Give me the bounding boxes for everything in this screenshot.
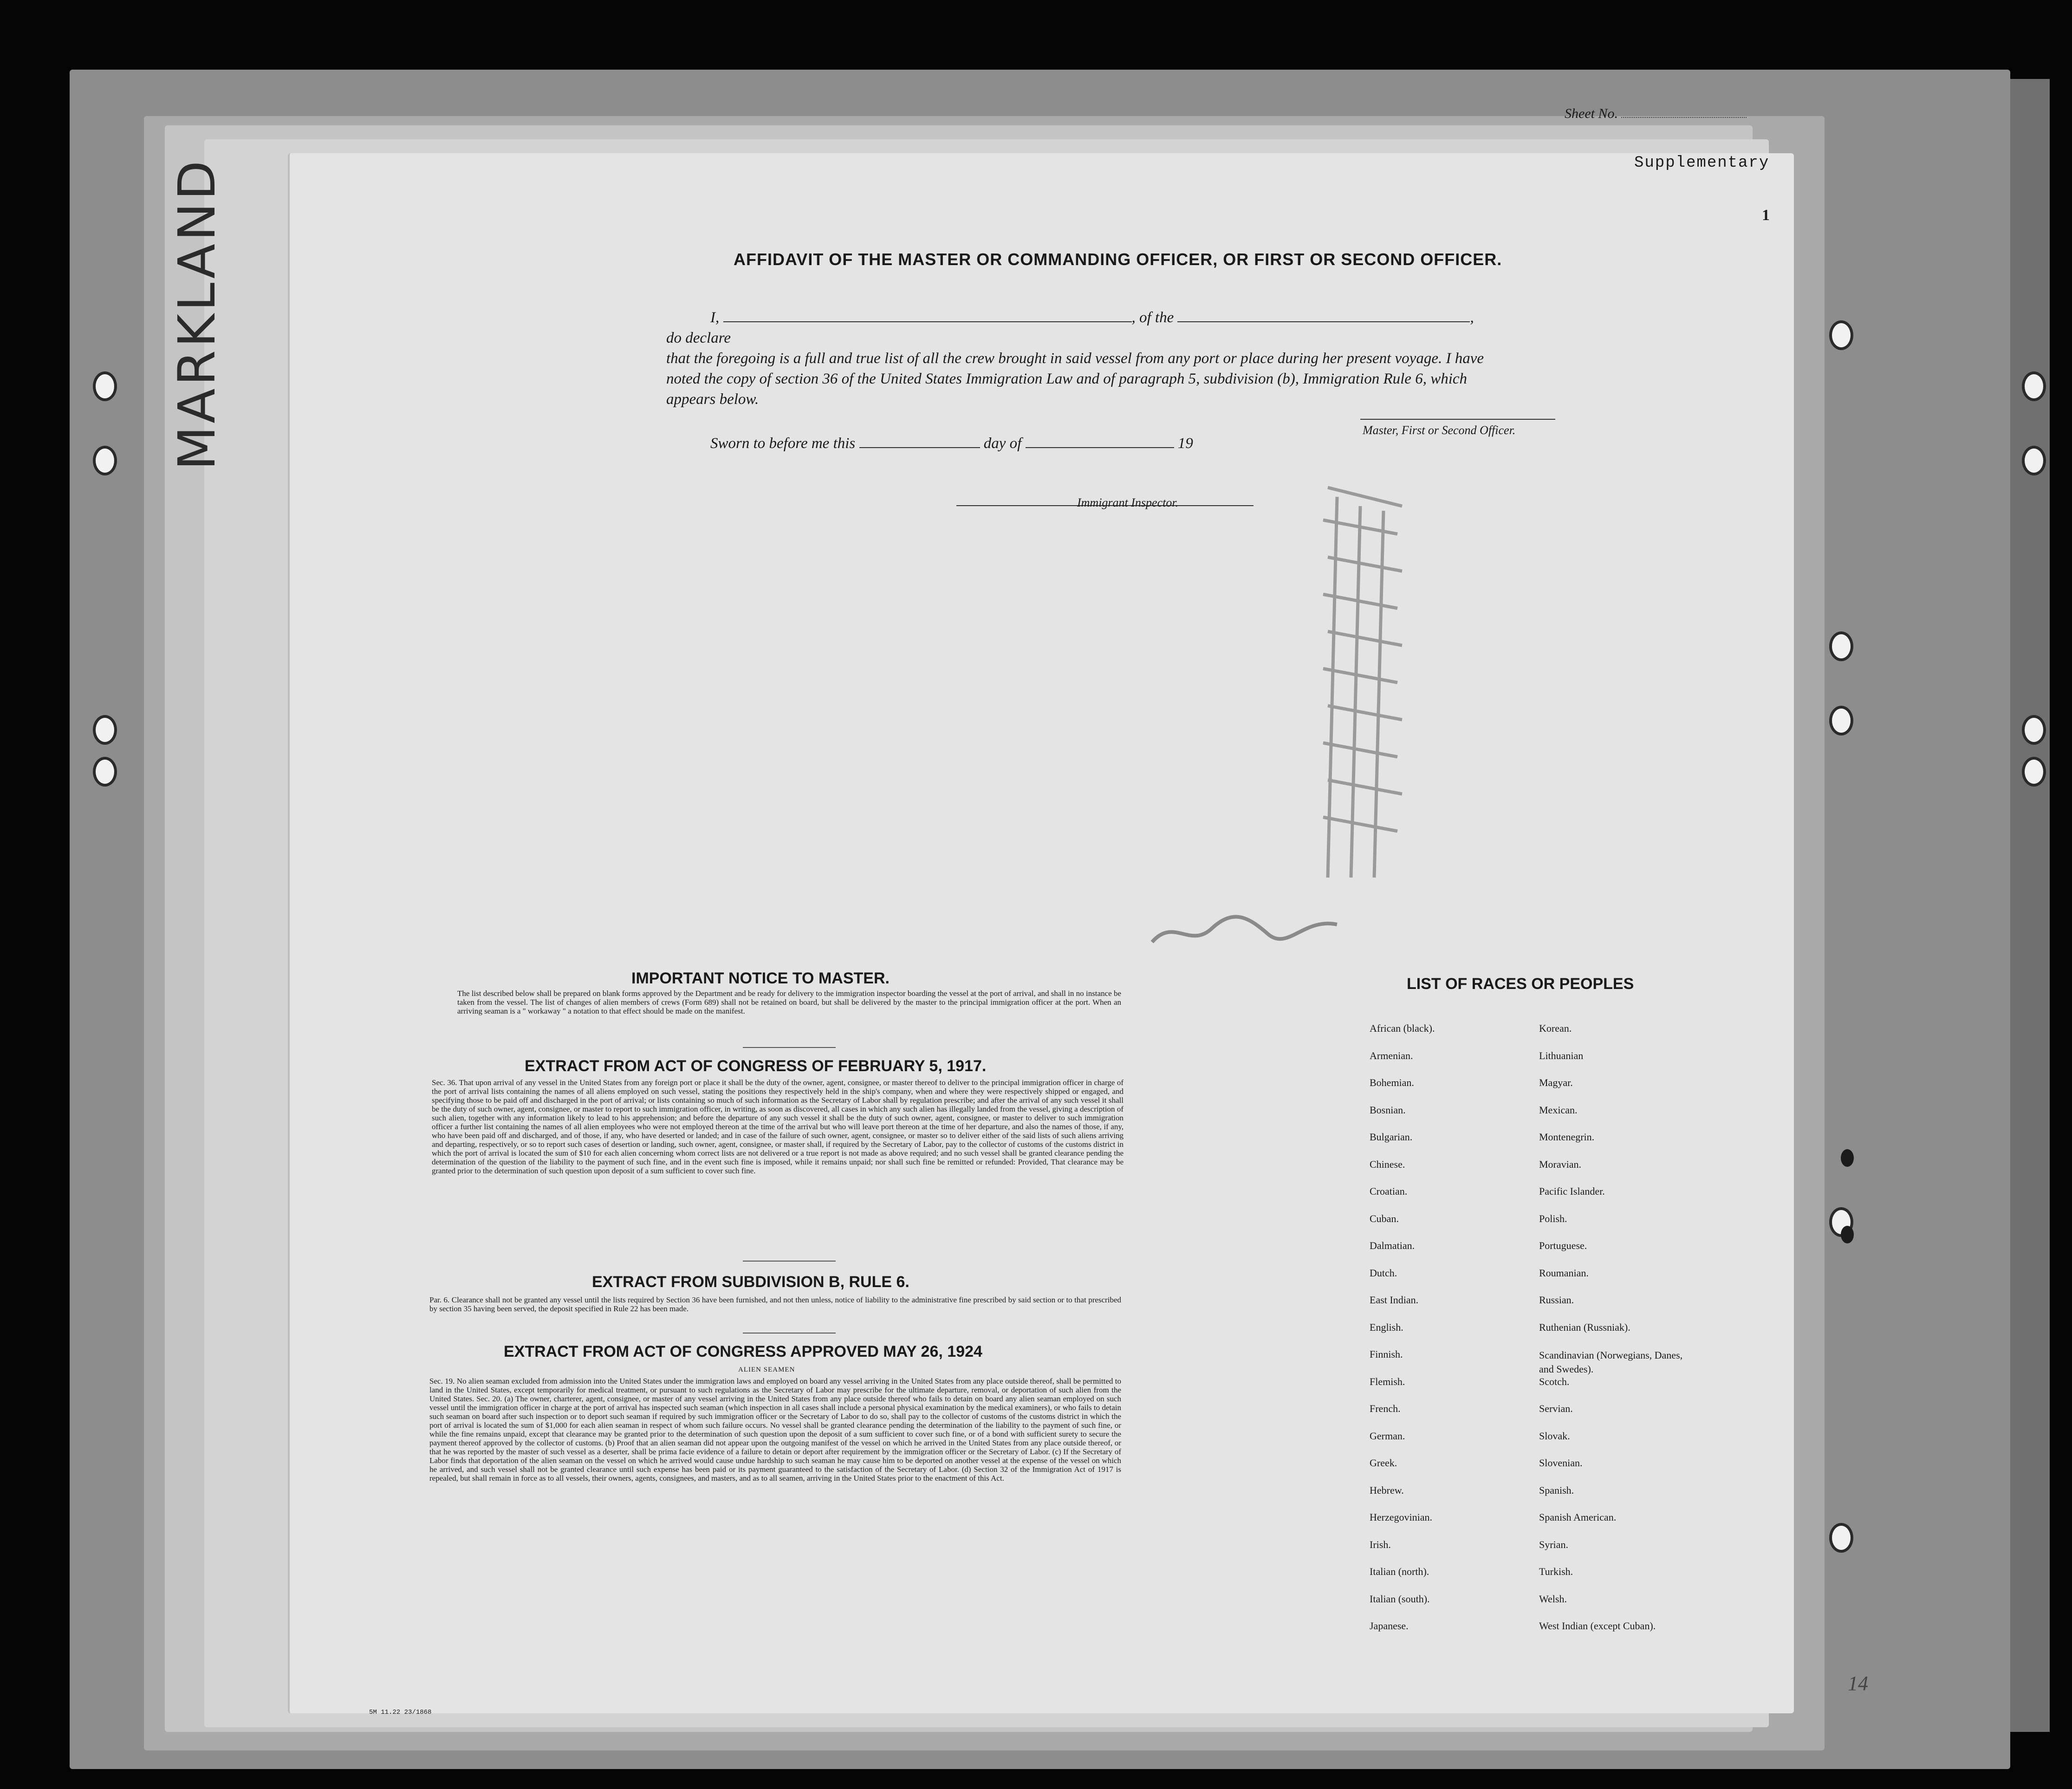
notice-title: IMPORTANT NOTICE TO MASTER. <box>631 969 890 987</box>
race-item: Hebrew. <box>1370 1484 1404 1496</box>
notice-body: The list described below shall be prepared on blank forms approved by the Department and be ready for delivery to the immigration inspector boarding the vessel at the port of arrival, and shall in no instance be taken from the vessel. The list of changes of alien members of crews (Form 689) shall not be retained on board, but shall be delivered by the master to the principal immigration officer at the port. When an arriving seaman is a " workaway " a notation to that effect should be made on the manifest. <box>457 989 1121 1015</box>
sheet-number-label: Sheet No. <box>1565 106 1618 121</box>
race-item: Turkish. <box>1539 1566 1573 1577</box>
race-item: Lithuanian <box>1539 1049 1584 1061</box>
race-item: Pacific Islander. <box>1539 1185 1605 1197</box>
sworn-line <box>710 434 1193 452</box>
of-the-label: , of the <box>1131 309 1174 326</box>
race-item: Armenian. <box>1370 1049 1413 1061</box>
race-item: Croatian. <box>1370 1185 1408 1197</box>
race-item: Cuban. <box>1370 1212 1399 1224</box>
extract-1924-title: EXTRACT FROM ACT OF CONGRESS APPROVED MAY 26, 1924 <box>504 1343 982 1360</box>
race-item: Montenegrin. <box>1539 1131 1595 1143</box>
punch-hole <box>1841 1226 1854 1243</box>
race-item: Roumanian. <box>1539 1267 1589 1279</box>
binder-hole <box>93 757 117 787</box>
race-item: Ruthenian (Russniak). <box>1539 1321 1630 1333</box>
binder-hole <box>1829 1523 1853 1553</box>
extract-1917-body: Sec. 36. That upon arrival of any vessel in the United States from any foreign port or place it shall be the duty of the owner, agent, consignee, or master thereof to deliver to the principal immigration officer in charge of the port of arrival lists containing the names of all aliens employed on such vessel, stating the positions they respectively held in the ship's company, when and where they were respectively shipped or engaged, and specifying those to be paid off and discharged in the port of arrival; or lists containing so much of such information as the Secretary of Labor shall by regulation prescribe; and after the arrival of any such vessel it shall be the duty of such owner, agent, consignee, or master to report to such immigration officer, in writing, as soon as discovered, all cases in which any such alien has illegally landed from the vessel, giving a description of such alien, together with any information likely to lead to his apprehension; and before the departure of any such vessel it shall be the duty of such owner, agent, consignee, or master to deliver to such immigration officer a further list containing the names of all alien employees who were not employed thereon at the time of the arrival but who will leave port thereon at the time of her departure, and also the names of those, if any, who have been paid off and discharged, and of those, if any, who have deserted or landed; and in case of the failure of such owner, agent, consignee, or master so to deliver either of the said lists of such aliens arriving and departing, respectively, or so to report such cases of desertion or landing, such owner, agent, consignee, or master shall, if required by the Secretary of Labor, pay to the collector of customs of the customs district in which the port of arrival is located the sum of $10 for each alien concerning whom correct lists are not delivered or a true report is not made as above required; and no such vessel shall be granted clearance pending the determination of the question of the liability to the payment of such fine, and in the event such fine is imposed, while it remains unpaid; nor shall such fine be remitted or refunded: Provided, That clearance may be granted prior to the determination of such question upon deposit of a sum sufficient to cover such fine. <box>432 1078 1124 1175</box>
punch-hole <box>1841 1149 1854 1167</box>
races-left-column <box>1370 1022 1435 1647</box>
race-item: Korean. <box>1539 1022 1572 1034</box>
race-item: West Indian (except Cuban). <box>1539 1620 1656 1632</box>
day-blank <box>859 434 980 448</box>
race-item: Polish. <box>1539 1212 1567 1224</box>
year-prefix: 19 <box>1177 435 1193 452</box>
race-item: Dutch. <box>1370 1267 1397 1279</box>
race-item: Scotch. <box>1539 1375 1570 1387</box>
races-right-column <box>1539 1022 1692 1647</box>
race-item: Dalmatian. <box>1370 1240 1415 1251</box>
race-item: English. <box>1370 1321 1403 1333</box>
binder-hole <box>93 371 117 401</box>
race-item: Greek. <box>1370 1457 1397 1469</box>
race-item: East Indian. <box>1370 1294 1419 1306</box>
race-item: Chinese. <box>1370 1158 1405 1170</box>
do-declare-label: , do declare <box>666 309 1474 346</box>
extract-rule6-body: Par. 6. Clearance shall not be granted any vessel until the lists required by Section 36 have been furnished, and not then unless, notice of liability to the administrative fine prescribed by said section or to that prescribed by section 35 having been served, the deposit specified in Rule 22 has been made. <box>429 1295 1121 1313</box>
binder-hole <box>2022 757 2046 787</box>
master-signature-caption: Master, First or Second Officer. <box>1363 423 1516 437</box>
day-of-label: day of <box>983 435 1022 452</box>
race-item: Irish. <box>1370 1538 1391 1550</box>
race-item: Italian (north). <box>1370 1566 1429 1577</box>
corner-mark: 1 <box>1762 207 1770 224</box>
affidavit-title: AFFIDAVIT OF THE MASTER OR COMMANDING OFFICER, OR FIRST OR SECOND OFFICER. <box>734 250 1502 269</box>
races-title: LIST OF RACES OR PEOPLES <box>1407 975 1634 993</box>
binder-hole <box>93 715 117 745</box>
race-item: Japanese. <box>1370 1620 1409 1632</box>
inspector-caption: Immigrant Inspector. <box>1077 496 1179 509</box>
declaration-body: that the foregoing is a full and true list of all the crew brought in said vessel from any port or place during her present voyage. I have noted the copy of section 36 of the United States Immigration Law and of paragraph 5, subdivision (b), Immigration Rule 6, which appears below. <box>666 350 1484 408</box>
race-item: Russian. <box>1539 1294 1574 1306</box>
sheet-number <box>1565 106 1747 122</box>
race-item: Spanish American. <box>1539 1511 1617 1523</box>
race-item: Slovak. <box>1539 1430 1570 1442</box>
race-item: Spanish. <box>1539 1484 1574 1496</box>
race-item: Italian (south). <box>1370 1593 1430 1605</box>
binder-hole <box>1829 631 1853 661</box>
binder-hole <box>2022 715 2046 745</box>
affidavit-declaration <box>666 307 1493 410</box>
race-item: Herzegovinian. <box>1370 1511 1432 1523</box>
i-label: I, <box>710 309 720 326</box>
binder-strip-right <box>2006 79 2050 1732</box>
race-item: Flemish. <box>1370 1375 1405 1387</box>
master-signature-line <box>1360 419 1555 420</box>
bleed-through-marks <box>1309 478 1411 882</box>
declaration-line <box>666 307 1493 348</box>
race-item: Servian. <box>1539 1403 1573 1414</box>
handwritten-ship-name: MARKLAND <box>167 158 227 470</box>
race-item: Moravian. <box>1539 1158 1582 1170</box>
supplementary-stamp: Supplementary <box>1634 154 1770 172</box>
divider <box>743 1047 836 1048</box>
print-code: 5M 11.22 23/1868 <box>369 1709 432 1716</box>
race-item: Syrian. <box>1539 1538 1568 1550</box>
race-item: Welsh. <box>1539 1593 1567 1605</box>
race-item: Bohemian. <box>1370 1077 1414 1088</box>
binder-hole <box>2022 371 2046 401</box>
extract-rule6-title: EXTRACT FROM SUBDIVISION B, RULE 6. <box>592 1273 909 1291</box>
sheet-number-blank <box>1621 117 1747 118</box>
race-item: Bosnian. <box>1370 1104 1406 1116</box>
binder-hole <box>1829 320 1853 350</box>
extract-1924-body: Sec. 19. No alien seaman excluded from admission into the United States under the immigration laws and employed on board any vessel arriving in the United States from any place outside thereof, shall be permitted to land in the United States, except temporarily for medical treatment, or pursuant to such regulations as the Secretary of Labor may prescribe for the ultimate departure, removal, or deportation of such alien from the United States. Sec. 20. (a) The owner, charterer, agent, consignee, or master of any vessel arriving in the United States from any place outside thereof who fails to detain on board any alien seaman employed on such vessel until the immigration officer in charge at the port of arrival has inspected such seaman (which inspection in all cases shall include a personal physical examination by the medical examiners), or who fails to detain such seaman on board after such inspection or to deport such seaman if required by such immigration officer or the Secretary of Labor to do so, shall pay to the collector of customs of the customs district in which the port of arrival is located the sum of $1,000 for each alien seaman in respect of whom such failure occurs. No vessel shall be granted clearance pending the determination of the liability to the payment of such fine, or while the fine remains unpaid, except that clearance may be granted prior to the determination of such question upon the deposit of a sum sufficient to cover such fine, or of a bond with sufficient surety to secure the payment thereof approved by the collector of customs. (b) Proof that an alien seaman did not appear upon the outgoing manifest of the vessel on which he arrived in the United States from any place outside thereof, or that he was reported by the master of such vessel as a deserter, shall be prima facie evidence of a failure to detain or deport after requirement by the immigration officer or the Secretary of Labor. (c) If the Secretary of Labor finds that deportation of the alien seaman on the vessel on which he arrived would cause undue hardship to such seaman he may cause him to be deported on another vessel at the expense of the vessel on which he arrived, and such vessel shall not be granted clearance until such expense has been paid or its payment guaranteed to the satisfaction of the Secretary of Labor. (d) Section 32 of the Immigration Act of 1917 is repealed, but shall remain in force as to all vessels, their owners, agents, consignees, and masters, and as to all seamen, arriving in the United States prior to the enactment of this Act. <box>429 1377 1121 1483</box>
race-item: Portuguese. <box>1539 1240 1587 1251</box>
race-item: Bulgarian. <box>1370 1131 1413 1143</box>
race-item: Finnish. <box>1370 1348 1403 1360</box>
sworn-prefix: Sworn to before me this <box>710 435 856 452</box>
alien-seamen-subtitle: ALIEN SEAMEN <box>738 1366 795 1373</box>
race-item: Mexican. <box>1539 1104 1578 1116</box>
divider <box>743 1261 836 1262</box>
race-item: Magyar. <box>1539 1077 1573 1088</box>
race-item: German. <box>1370 1430 1405 1442</box>
binder-hole <box>93 446 117 475</box>
binder-hole <box>2022 446 2046 475</box>
race-item: Slovenian. <box>1539 1457 1583 1469</box>
month-blank <box>1026 434 1174 448</box>
race-item: African (black). <box>1370 1022 1435 1034</box>
binder-hole <box>1829 706 1853 735</box>
race-item: Scandinavian (Norwegians, Danes, and Swedes). <box>1539 1349 1683 1375</box>
race-item: French. <box>1370 1403 1401 1414</box>
handwritten-page-mark: 14 <box>1848 1672 1868 1695</box>
extract-1917-title: EXTRACT FROM ACT OF CONGRESS OF FEBRUARY 5, 1917. <box>525 1057 987 1075</box>
divider <box>743 1333 836 1334</box>
name-blank <box>723 308 1132 322</box>
vessel-blank <box>1177 308 1470 322</box>
